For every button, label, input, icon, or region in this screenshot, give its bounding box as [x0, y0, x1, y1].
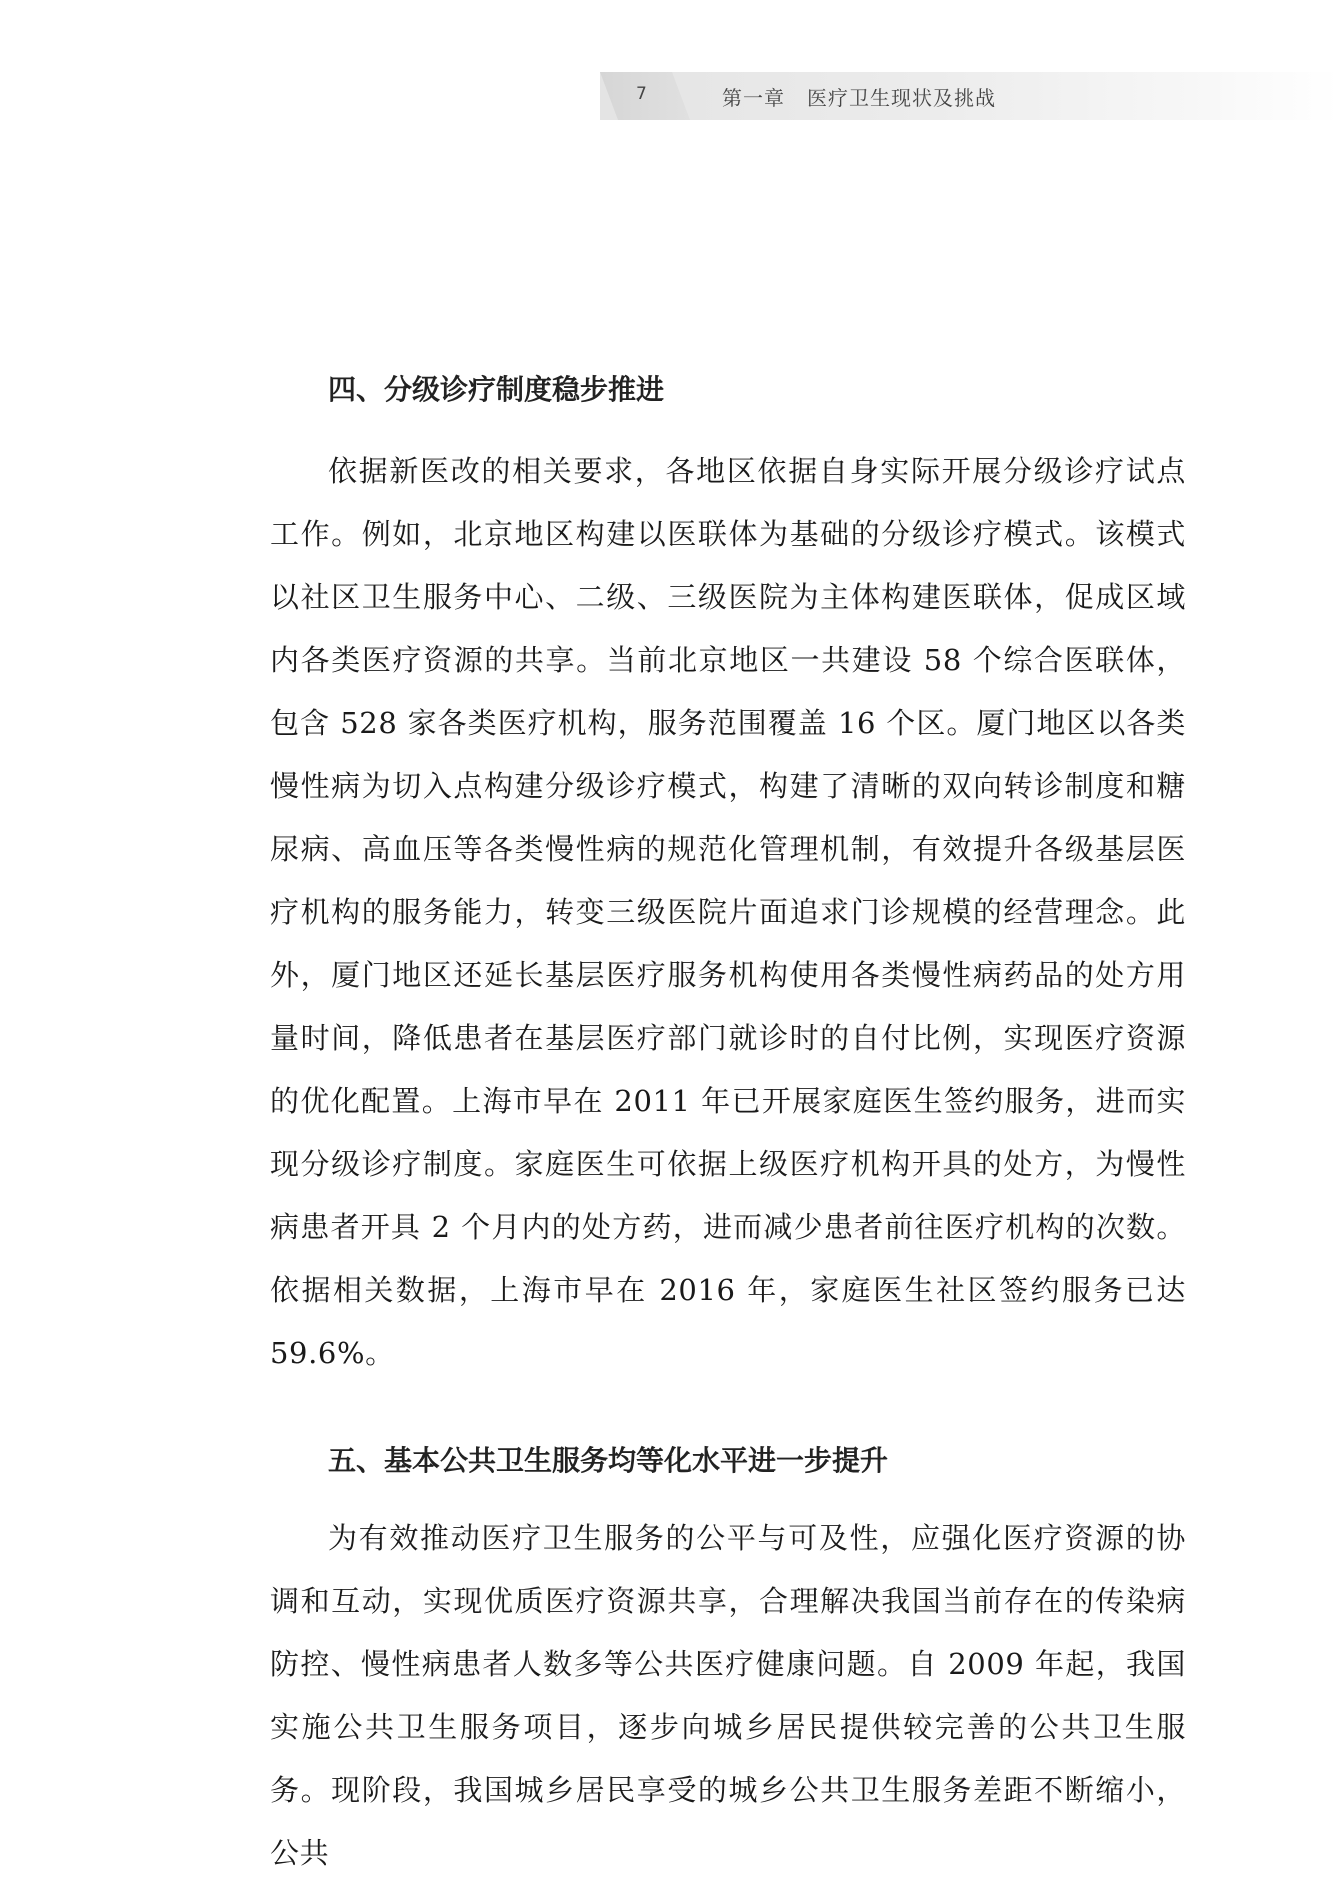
page-number: 7 [636, 84, 647, 104]
running-header [600, 72, 1339, 120]
chapter-label [722, 82, 996, 111]
chapter-number: 第一章 [722, 86, 785, 110]
body-content [270, 370, 1186, 1885]
chapter-title: 医疗卫生现状及挑战 [807, 86, 996, 110]
paragraph: 为有效推动医疗卫生服务的公平与可及性，应强化医疗资源的协调和互动，实现优质医疗资源共享，合理解决我国当前存在的传染病防控、慢性病患者人数多等公共医疗健康问题。自 2009 年起，我国实施公共卫生服务项目，逐步向城乡居民提供较完善的公共卫生服务。现阶段，我国城乡居民享受的城乡公共卫生服务差距不断缩小，公共 [270, 1521, 1186, 1870]
paragraph: 依据新医改的相关要求，各地区依据自身实际开展分级诊疗试点工作。例如，北京地区构建以医联体为基础的分级诊疗模式。该模式以社区卫生服务中心、二级、三级医院为主体构建医联体，促成区域内各类医疗资源的共享。当前北京地区一共建设 58 个综合医联体，包含 528 家各类医疗机构，服务范围覆盖 16 个区。厦门地区以各类慢性病为切入点构建分级诊疗模式，构建了清晰的双向转诊制度和糖尿病、高血压等各类慢性病的规范化管理机制，有效提升各级基层医疗机构的服务能力，转变三级医院片面追求门诊规模的经营理念。此外，厦门地区还延长基层医疗服务机构使用各类慢性病药品的处方用量时间，降低患者在基层医疗部门就诊时的自付比例，实现医疗资源的优化配置。上海市早在 2011 年已开展家庭医生签约服务，进而实现分级诊疗制度。家庭医生可依据上级医疗机构开具的处方，为慢性病患者开具 2 个月内的处方药，进而减少患者前往医疗机构的次数。依据相关数据，上海市早在 2016 年，家庭医生社区签约服务已达 59.6%。 [270, 454, 1186, 1370]
section-heading: 五、基本公共卫生服务均等化水平进一步提升 [328, 1444, 889, 1477]
section-heading: 四、分级诊疗制度稳步推进 [328, 373, 665, 406]
